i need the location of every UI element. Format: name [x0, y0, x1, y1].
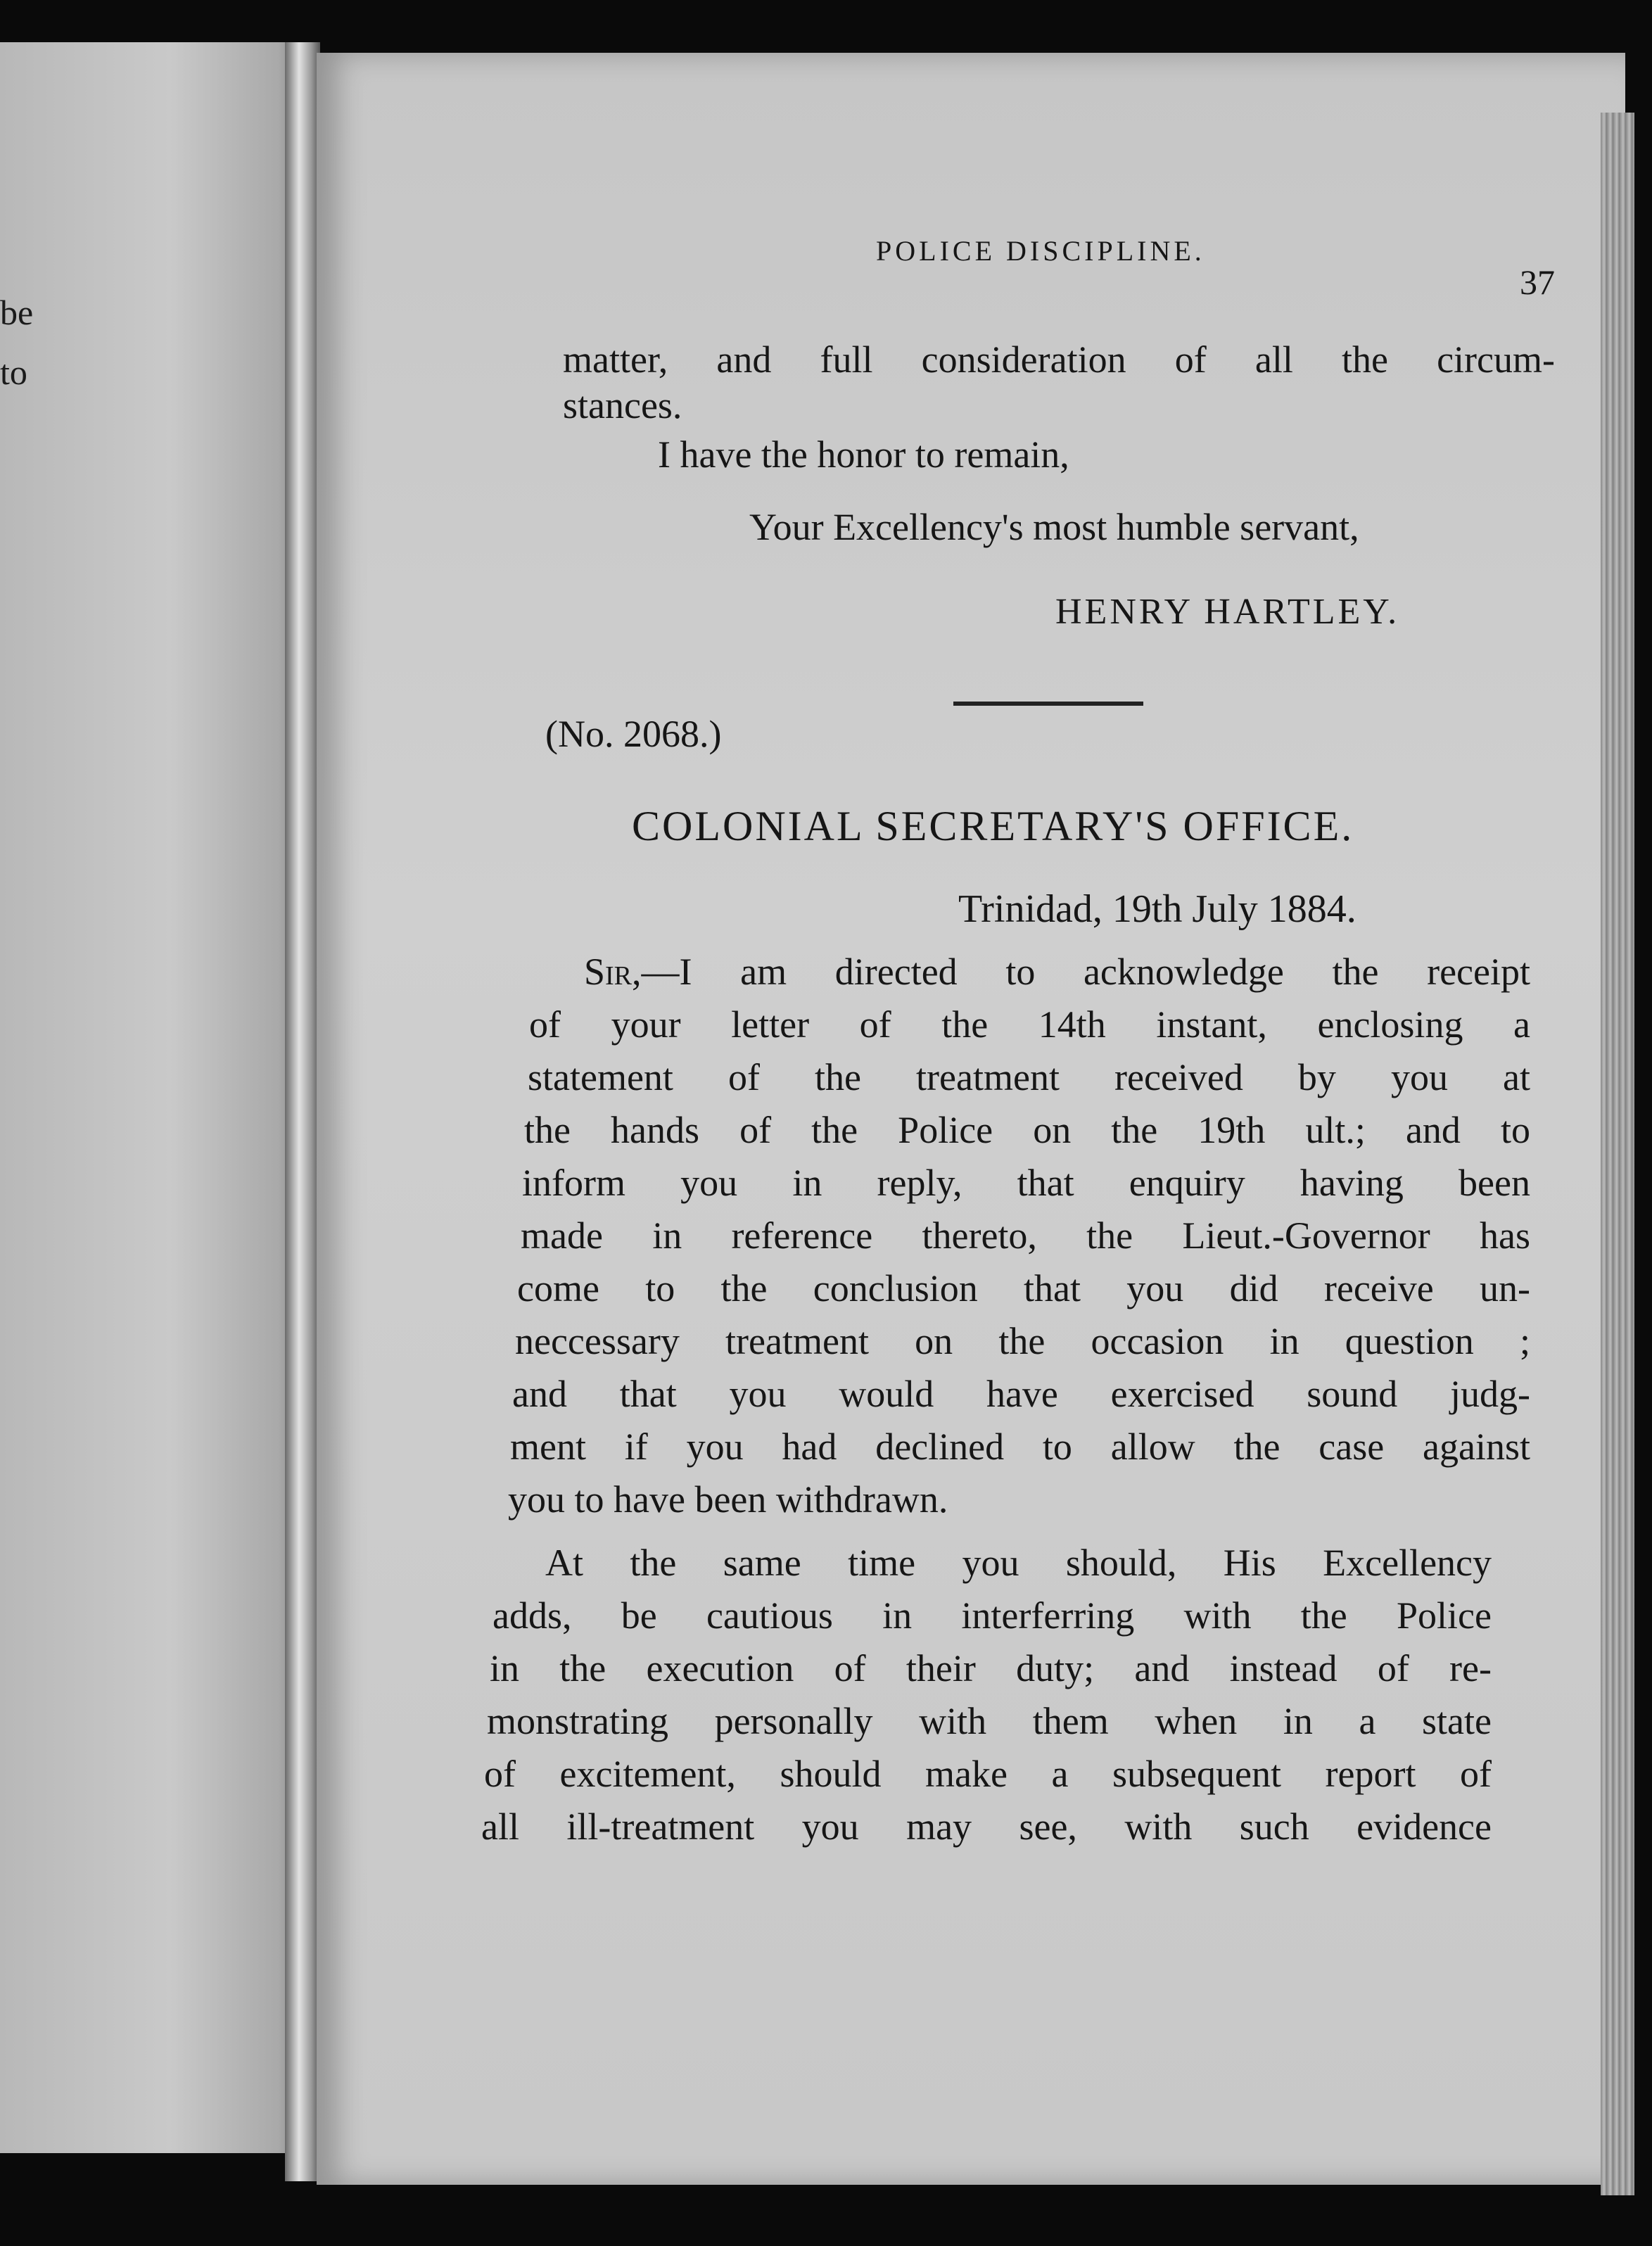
body-line: statement of the treatment received by you at — [528, 1056, 1530, 1098]
body-line: stances. — [563, 384, 682, 426]
body-line: you to have been withdrawn. — [508, 1478, 948, 1521]
body-line: all ill-treatment you may see, with such evidence — [481, 1806, 1492, 1848]
left-facing-page — [0, 42, 310, 2153]
body-line — [584, 950, 1530, 994]
body-line: matter, and full consideration of all the circum- — [563, 338, 1555, 381]
closing-line: I have the honor to remain, — [658, 433, 1069, 476]
body-line: the hands of the Police on the 19th ult.; and to — [524, 1109, 1530, 1151]
body-line-text: —I am directed to acknowledge the receipt — [641, 951, 1530, 993]
body-line: neccessary treatment on the occasion in question ; — [515, 1320, 1530, 1362]
body-line: of excitement, should make a subsequent report of — [484, 1753, 1492, 1795]
running-title: POLICE DISCIPLINE. — [876, 235, 1205, 267]
book-gutter — [285, 42, 320, 2181]
left-page-fragment: be — [0, 293, 34, 332]
closing-line: Your Excellency's most humble servant, — [749, 506, 1359, 548]
salutation: Sir, — [584, 951, 642, 993]
body-line: adds, be cautious in interferring with the Police — [493, 1594, 1492, 1637]
page-number: 37 — [1520, 262, 1555, 302]
body-line: of your letter of the 14th instant, enclosing a — [529, 1003, 1530, 1046]
left-page-fragment: to — [0, 353, 27, 392]
body-line: At the same time you should, His Excellency — [545, 1542, 1492, 1584]
body-line: in the execution of their duty; and instead of re- — [490, 1647, 1492, 1689]
body-line: inform you in reply, that enquiry having been — [522, 1162, 1530, 1204]
body-line: monstrating personally with them when in a state — [487, 1700, 1492, 1742]
dateline: Trinidad, 19th July 1884. — [958, 887, 1356, 931]
body-line: and that you would have exercised sound judg- — [512, 1373, 1530, 1415]
page-edges — [1601, 113, 1634, 2195]
section-divider — [953, 702, 1143, 706]
body-line: ment if you had declined to allow the case against — [510, 1426, 1530, 1468]
body-line: come to the conclusion that you did receive un- — [517, 1267, 1530, 1309]
body-line: made in reference thereto, the Lieut.-Governor has — [521, 1214, 1530, 1257]
office-heading: COLONIAL SECRETARY'S OFFICE. — [632, 803, 1354, 849]
signature: HENRY HARTLEY. — [1055, 592, 1400, 632]
document-number: (No. 2068.) — [545, 713, 722, 755]
